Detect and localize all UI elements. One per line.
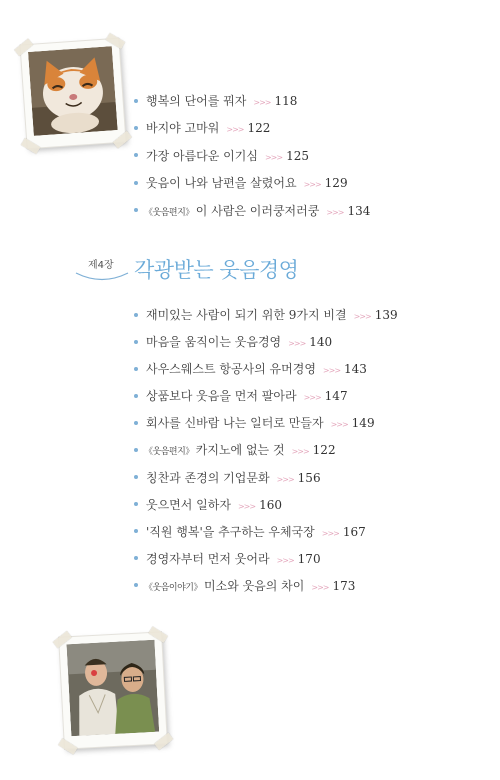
bullet-icon bbox=[134, 448, 138, 452]
chapter-arc-decoration bbox=[72, 270, 132, 284]
smiling-cat-image bbox=[28, 46, 118, 136]
bullet-icon bbox=[134, 583, 138, 587]
bullet-icon bbox=[134, 502, 138, 506]
toc-section-2 bbox=[134, 302, 398, 600]
bullet-icon bbox=[134, 99, 138, 103]
cat-photo bbox=[21, 39, 126, 149]
bullet-icon bbox=[134, 475, 138, 479]
bullet-icon bbox=[134, 126, 138, 130]
bullet-icon bbox=[134, 313, 138, 317]
people-photo bbox=[59, 632, 167, 748]
bullet-icon bbox=[134, 367, 138, 371]
toc-item[interactable]: '직원 행복'을 추구하는 우체국장 >>> 167 bbox=[134, 519, 398, 546]
toc-item[interactable]: 사우스웨스트 항공사의 유머경영 >>> 143 bbox=[134, 356, 398, 383]
people-image bbox=[67, 640, 160, 736]
toc-item[interactable]: 행복의 단어를 꿔자 >>> 118 bbox=[134, 88, 370, 115]
toc-section-1 bbox=[134, 88, 370, 225]
toc-item[interactable]: 가장 아름다운 이기심 >>> 125 bbox=[134, 143, 370, 170]
bullet-icon bbox=[134, 340, 138, 344]
toc-item[interactable]: 웃으면서 일하자 >>> 160 bbox=[134, 492, 398, 519]
bullet-icon bbox=[134, 208, 138, 212]
bullet-icon bbox=[134, 181, 138, 185]
toc-item[interactable]: 《웃음편지》 이 사람은 이러쿵저러쿵 >>> 134 bbox=[134, 198, 370, 225]
toc-item[interactable]: 칭찬과 존경의 기업문화 >>> 156 bbox=[134, 465, 398, 492]
toc-item[interactable]: 재미있는 사람이 되기 위한 9가지 비결 >>> 139 bbox=[134, 302, 398, 329]
bullet-icon bbox=[134, 556, 138, 560]
toc-item[interactable]: 바지야 고마워 >>> 122 bbox=[134, 115, 370, 142]
chapter-title: 각광받는 웃음경영 bbox=[134, 258, 299, 282]
toc-item[interactable]: 회사를 신바람 나는 일터로 만들자 >>> 149 bbox=[134, 410, 398, 437]
toc-item[interactable]: 《웃음이야기》 미소와 웃음의 차이 >>> 173 bbox=[134, 573, 398, 600]
toc-item[interactable]: 마음을 움직이는 웃음경영 >>> 140 bbox=[134, 329, 398, 356]
toc-item[interactable]: 웃음이 나와 남편을 살렸어요 >>> 129 bbox=[134, 170, 370, 197]
bullet-icon bbox=[134, 394, 138, 398]
bullet-icon bbox=[134, 153, 138, 157]
toc-item[interactable]: 상품보다 웃음을 먼저 팔아라 >>> 147 bbox=[134, 383, 398, 410]
chapter-label: 제4장 bbox=[88, 260, 114, 271]
toc-item[interactable]: 《웃음편지》 카지노에 없는 것 >>> 122 bbox=[134, 437, 398, 464]
bullet-icon bbox=[134, 421, 138, 425]
toc-item[interactable]: 경영자부터 먼저 웃어라 >>> 170 bbox=[134, 546, 398, 573]
bullet-icon bbox=[134, 529, 138, 533]
